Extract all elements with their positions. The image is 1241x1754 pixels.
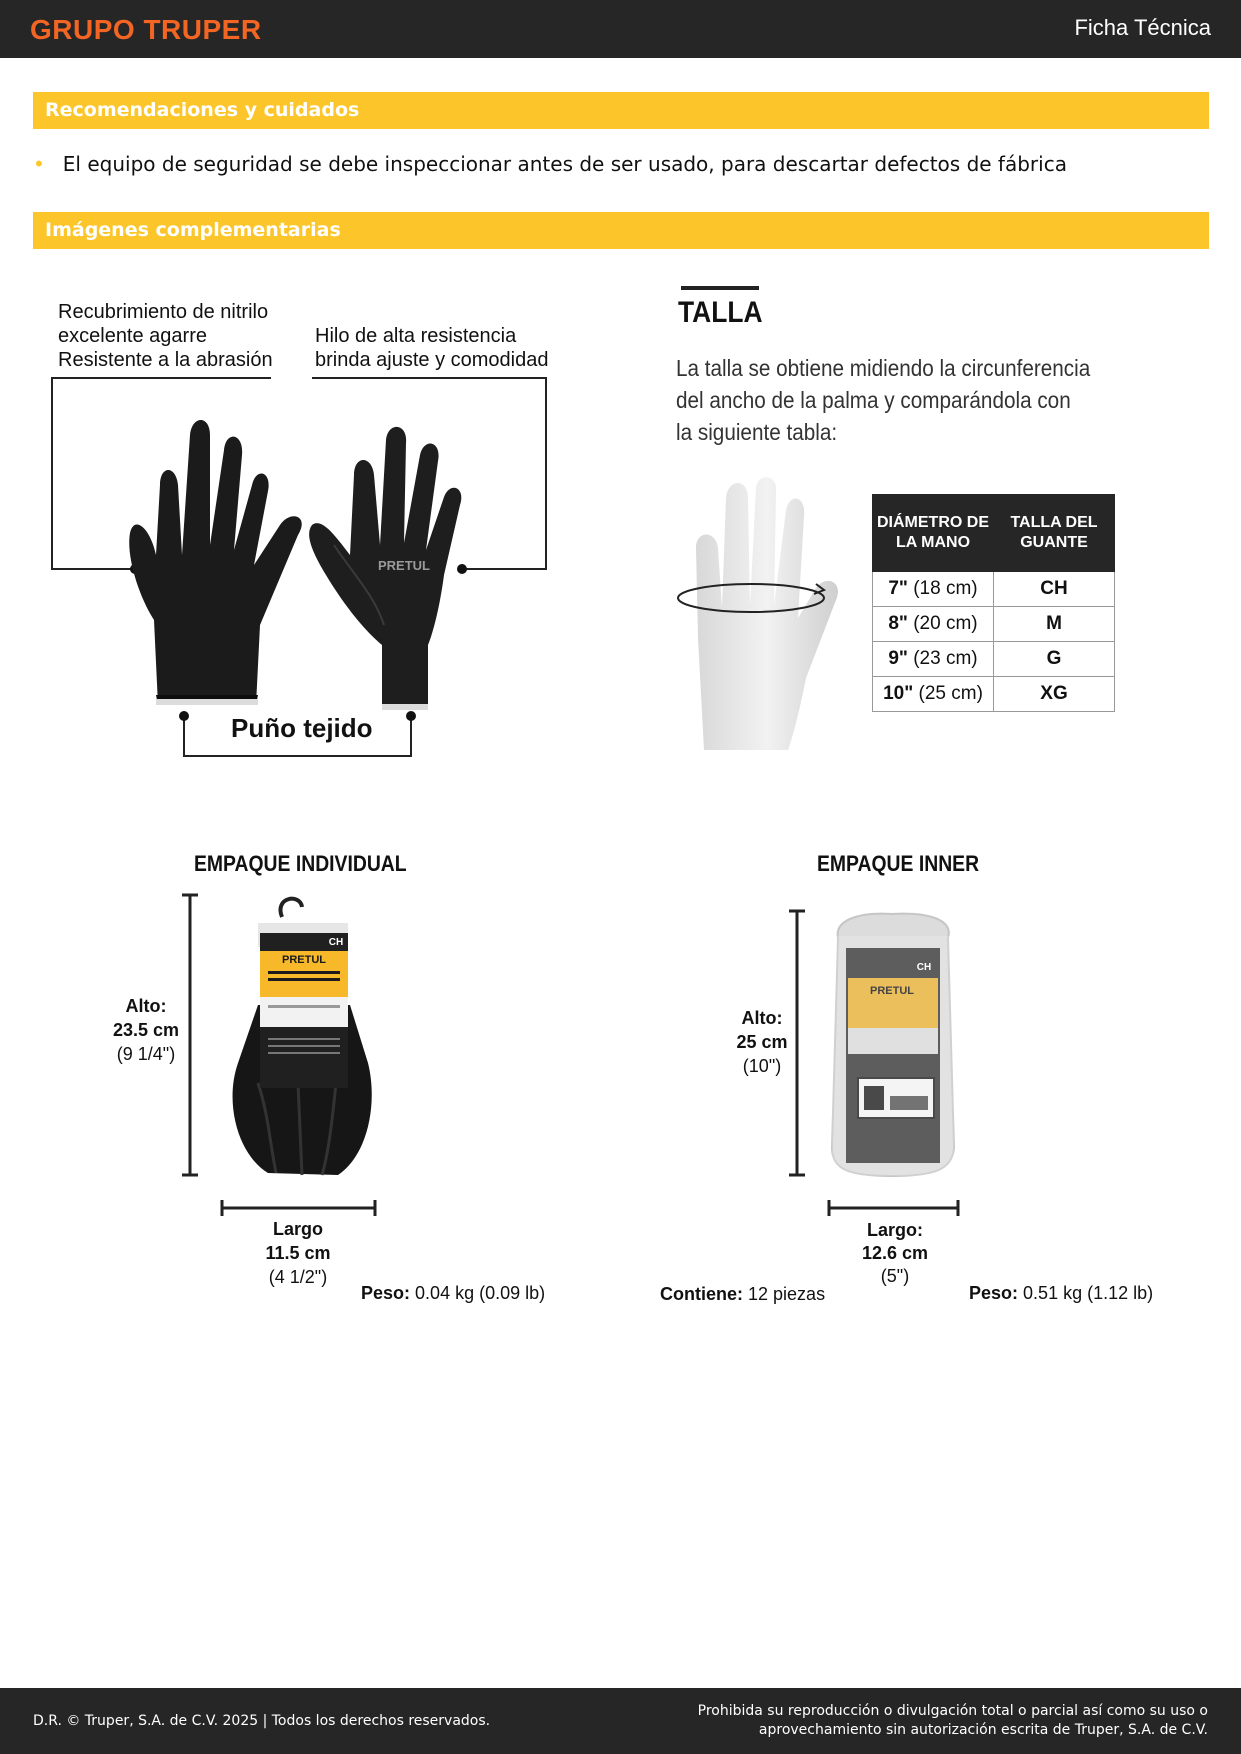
package-inner-contains [660, 1284, 825, 1305]
package-inner-title: EMPAQUE INNER [817, 851, 980, 876]
talla-description-line-2: del ancho de la palma y comparándola con [676, 387, 1071, 413]
package-individual-title: EMPAQUE INDIVIDUAL [194, 851, 407, 876]
height-value: 25 cm [736, 1032, 788, 1052]
diameter-cm: (20 cm) [913, 613, 978, 634]
package-individual-size: CH [328, 937, 344, 948]
size-table-size: CH [994, 572, 1115, 607]
length-label: Largo [272, 1219, 323, 1239]
talla-title: TALLA [678, 296, 763, 329]
length-inches: (5") [880, 1266, 910, 1286]
package-inner-length [845, 1219, 945, 1288]
package-inner-height [722, 1006, 802, 1078]
callout-right-line-1: Hilo de alta resistencia [315, 325, 517, 347]
contains-value: 12 piezas [748, 1284, 826, 1304]
size-table-header-size: TALLA DEL GUANTE [994, 495, 1115, 572]
diameter-inches: 9" [888, 648, 908, 669]
height-value: 23.5 cm [112, 1020, 180, 1040]
size-table-size: M [994, 607, 1115, 642]
weight-label: Peso: [361, 1283, 411, 1303]
talla-description-line-1: La talla se obtiene midiendo la circunferencia [676, 355, 1091, 381]
diameter-inches: 10" [883, 683, 914, 704]
callout-left-line-1: Recubrimiento de nitrilo [58, 301, 269, 323]
contains-label: Contiene: [660, 1284, 743, 1304]
page-footer [0, 1688, 1241, 1754]
size-table-size: XG [994, 677, 1115, 712]
talla-description-line-3: la siguiente tabla: [676, 419, 838, 445]
weight-value: 0.04 kg (0.09 lb) [415, 1283, 546, 1303]
height-label: Alto: [741, 1008, 783, 1028]
package-inner-weight [969, 1283, 1153, 1304]
callout-bottom-label: Puño tejido [231, 713, 373, 743]
diameter-cm: (25 cm) [918, 683, 983, 704]
diameter-cm: (18 cm) [913, 578, 978, 599]
height-label: Alto: [125, 996, 167, 1016]
package-individual-brand: PRETUL [282, 954, 326, 966]
diameter-inches: 8" [888, 613, 908, 634]
size-table-size: G [994, 642, 1115, 677]
size-table-header-diameter: DIÁMETRO DE LA MANO [873, 495, 994, 572]
section-title-recommendations: Recomendaciones y cuidados [33, 92, 1209, 129]
callout-left-line-3: Resistente a la abrasión [58, 349, 273, 371]
footer-notice-line-1: Prohibida su reproducción o divulgación total o parcial así como su uso o [697, 1703, 1208, 1719]
diameter-cm: (23 cm) [913, 648, 978, 669]
footer-notice [698, 1702, 1208, 1740]
brand-logo: GRUPO TRUPER [30, 14, 262, 45]
length-inches: (4 1/2") [268, 1267, 328, 1287]
height-inches: (10") [742, 1056, 782, 1076]
weight-label: Peso: [969, 1283, 1019, 1303]
document-type: Ficha Técnica [1074, 15, 1211, 40]
package-inner-brand: PRETUL [870, 985, 914, 997]
height-inches: (9 1/4") [116, 1044, 176, 1064]
bullet-icon: • [33, 152, 45, 176]
package-inner-size: CH [916, 962, 932, 973]
glove-brand-text: PRETUL [378, 558, 430, 573]
callout-left-line-2: excelente agarre [58, 325, 207, 347]
recommendation-text: El equipo de seguridad se debe inspeccionar antes de ser usado, para descartar defectos de fábrica [62, 152, 1067, 176]
footer-notice-line-2: aprovechamiento sin autorización escrita de Truper, S.A. de C.V. [758, 1722, 1208, 1738]
diameter-inches: 7" [888, 578, 908, 599]
callout-right-line-2: brinda ajuste y comodidad [315, 349, 549, 371]
length-value: 12.6 cm [861, 1243, 929, 1263]
length-label: Largo: [867, 1220, 923, 1240]
footer-copyright: D.R. © Truper, S.A. de C.V. 2025 | Todos los derechos reservados. [33, 1713, 491, 1729]
length-value: 11.5 cm [265, 1243, 331, 1263]
weight-value: 0.51 kg (1.12 lb) [1023, 1283, 1154, 1303]
section-title-images: Imágenes complementarias [33, 212, 1209, 249]
package-inner-image [824, 908, 962, 1178]
